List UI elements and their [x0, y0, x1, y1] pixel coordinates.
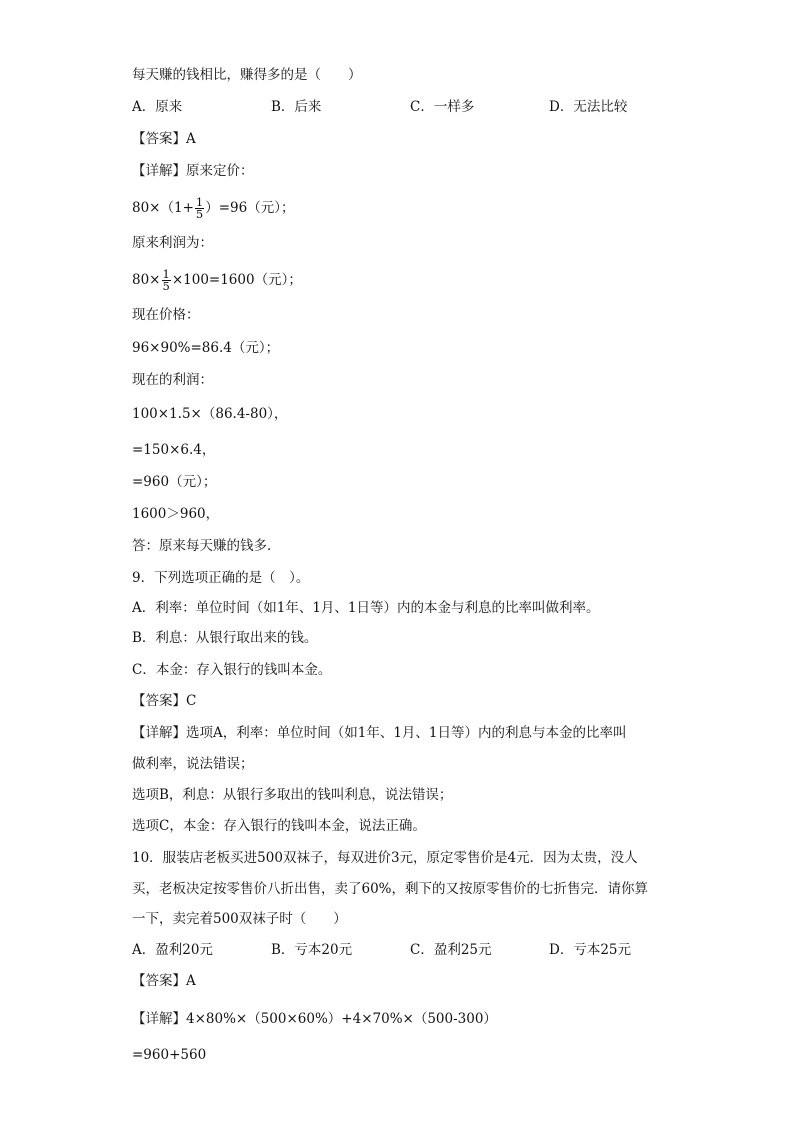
q9-detail-line-1: 【详解】选项A，利率：单位时间（如1年、1月、1日等）内的利息与本金的比率叫 [132, 725, 627, 741]
q9-detail-line-3: 选项B，利息：从银行多取出的钱叫利息，说法错误； [132, 787, 453, 803]
fraction-numerator: 1 [195, 195, 204, 209]
q10-option-b: B．亏本20元 [271, 942, 353, 958]
fraction-numerator: 1 [162, 267, 170, 281]
q8-equation-7: 1600＞960， [132, 506, 220, 522]
q9-option-c: C．本金：存入银行的钱叫本金。 [132, 662, 332, 678]
q8-equation-2 [132, 267, 302, 293]
q8-equation-5: =150×6.4， [132, 442, 216, 458]
q8-equation-3: 96×90%=86.4（元）； [132, 340, 280, 356]
q9-detail-line-2: 做利率，说法错误； [132, 756, 254, 772]
q10-stem-line-3: 一下，卖完着500双袜子时（ ） [132, 911, 347, 927]
q8-eq1-part-b: ）=96（元）； [205, 200, 295, 216]
q10-detail-line-2: =960+560 [132, 1047, 207, 1063]
q9-stem: 9．下列选项正确的是（ ）。 [132, 570, 310, 586]
q8-option-a: A．原来 [132, 99, 183, 115]
q8-now-profit-title: 现在的利润： [132, 372, 213, 388]
fraction-denominator: 5 [162, 279, 170, 293]
fraction-denominator: 5 [195, 207, 204, 221]
q8-option-b: B．后来 [271, 99, 322, 115]
q8-profit-title: 原来利润为： [132, 235, 213, 251]
q10-detail-line-1: 【详解】4×80%×（500×60%）+4×70%×（500-300） [132, 1011, 497, 1027]
q10-option-d: D．亏本25元 [549, 942, 632, 958]
q9-option-a: A．利率：单位时间（如1年、1月、1日等）内的本金与利息的比率叫做利率。 [132, 600, 600, 616]
q8-option-c: C．一样多 [410, 99, 475, 115]
q8-eq2-part-b: ×100=1600（元）； [171, 272, 302, 288]
q8-eq1-fraction [195, 197, 204, 220]
q8-equation-6: =960（元）； [132, 474, 217, 490]
q10-option-a: A．盈利20元 [132, 942, 213, 958]
q8-option-d: D．无法比较 [549, 99, 628, 115]
q8-eq2-fraction [162, 269, 171, 292]
q8-stem-tail: 每天赚的钱相比，赚得多的是（ ） [132, 67, 362, 83]
q10-stem-line-2: 买，老板决定按零售价八折出售，卖了60%，剩下的又按原零售价的七折售完．请你算 [132, 881, 649, 897]
q8-equation-4: 100×1.5×（86.4-80）， [132, 406, 288, 422]
q8-answer: 【答案】A [132, 131, 196, 147]
q9-answer: 【答案】C [132, 693, 197, 709]
q8-equation-1 [132, 195, 294, 221]
q9-option-b: B．利息：从银行取出来的钱。 [132, 630, 318, 646]
q8-eq2-part-a: 80× [132, 272, 161, 288]
q8-eq1-part-a: 80×（1+ [132, 200, 194, 216]
q10-option-c: C．盈利25元 [410, 942, 492, 958]
q8-now-price-title: 现在价格： [132, 307, 200, 323]
q8-detail-title: 【详解】原来定价： [132, 163, 254, 179]
q10-answer: 【答案】A [132, 973, 196, 989]
q9-detail-line-4: 选项C，本金：存入银行的钱叫本金，说法正确。 [132, 818, 426, 834]
q8-conclusion: 答：原来每天赚的钱多． [132, 538, 281, 554]
q10-stem-line-1: 10．服装店老板买进500双袜子，每双进价3元，原定零售价是4元．因为太贵，没人 [132, 850, 638, 866]
